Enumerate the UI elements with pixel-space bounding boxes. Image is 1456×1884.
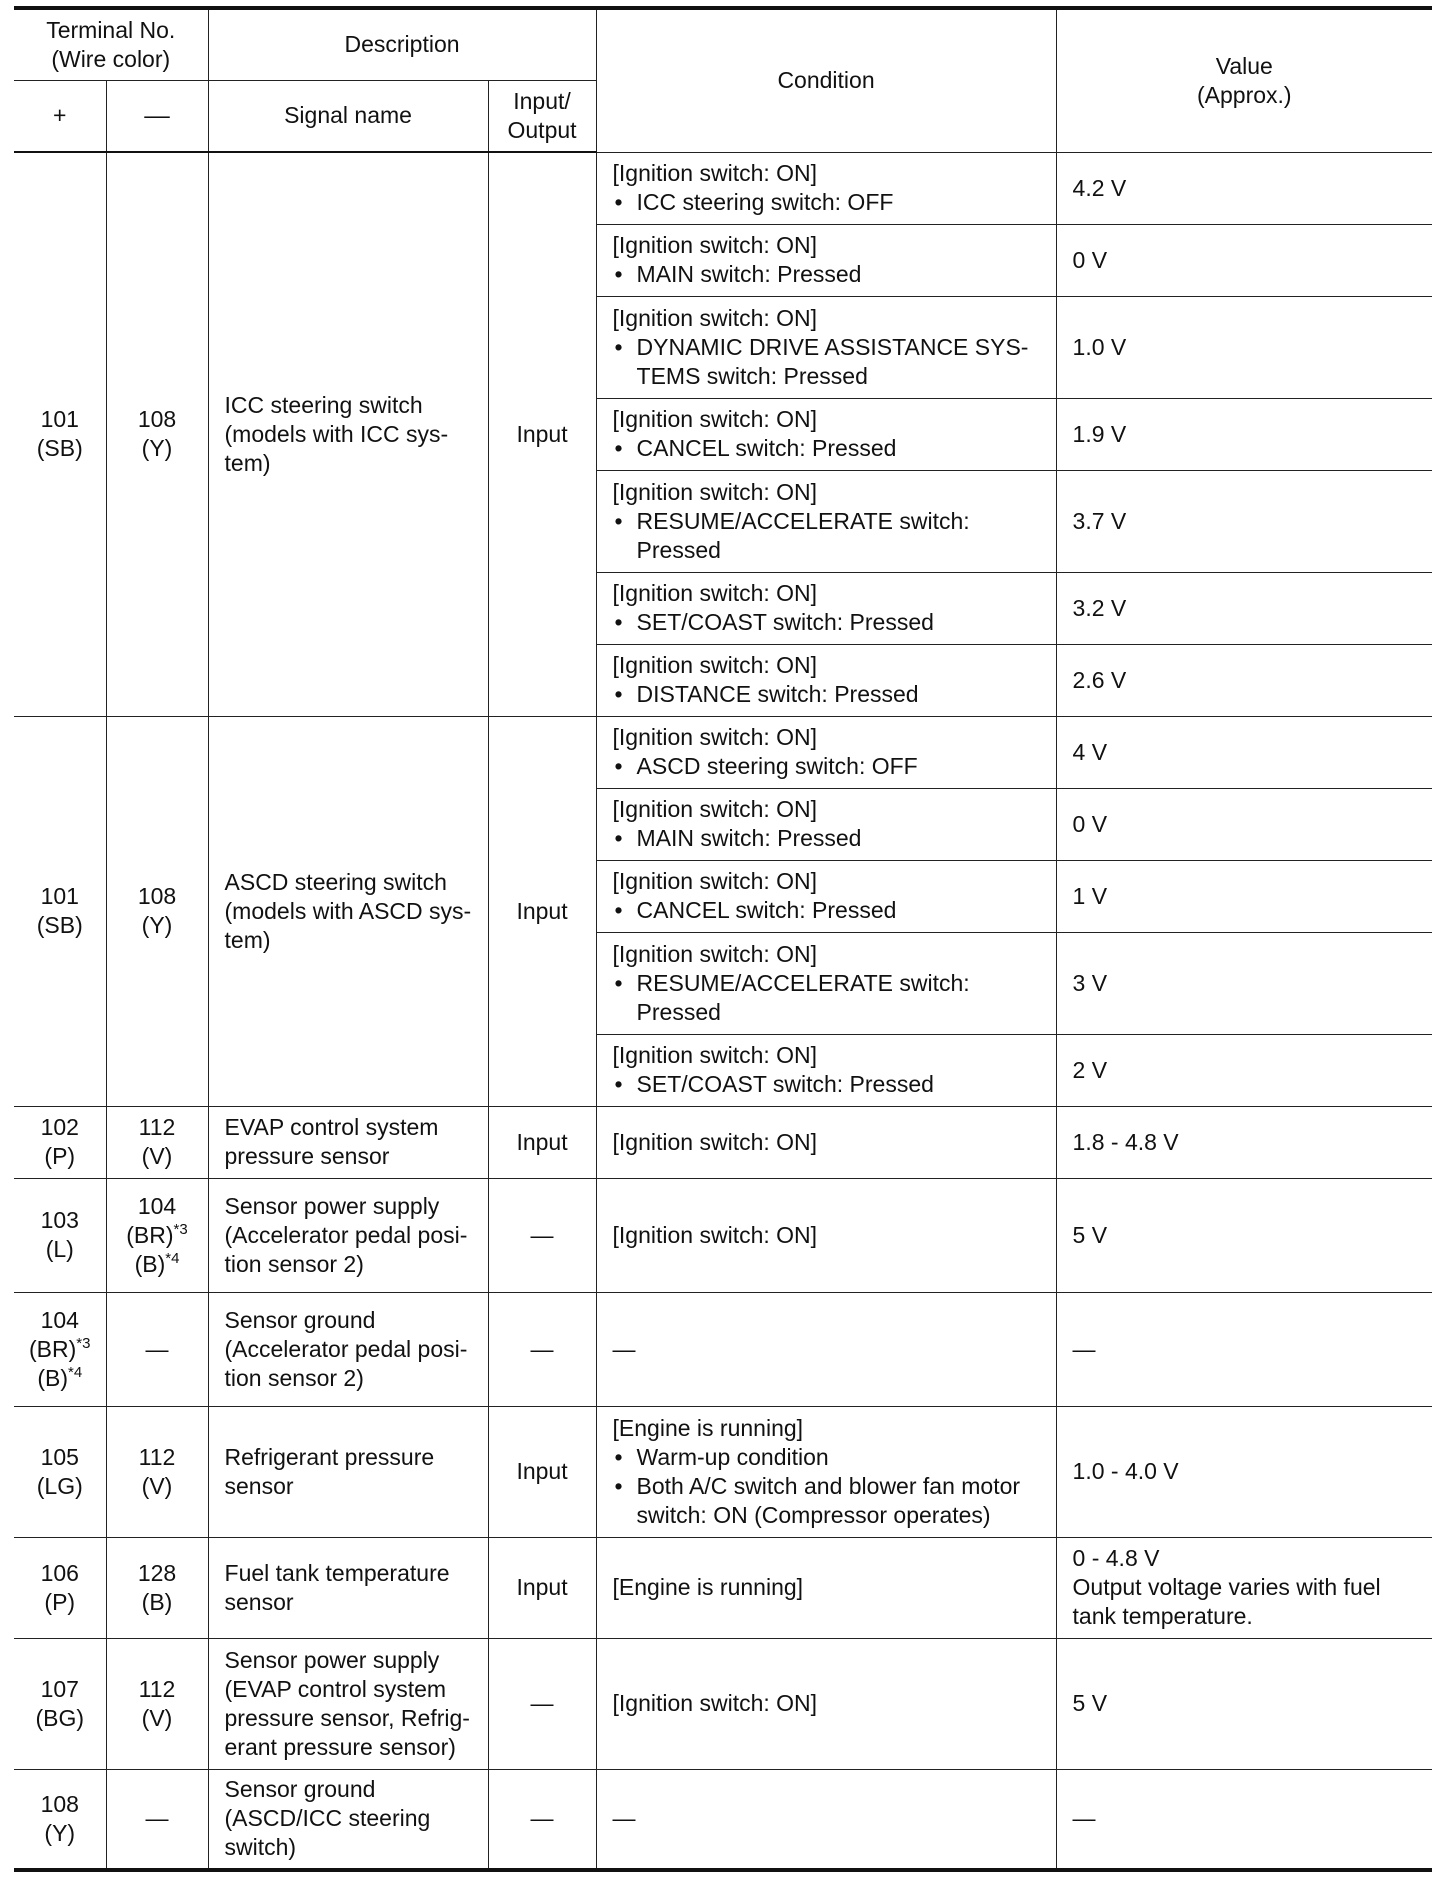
minus-terminal-cell xyxy=(106,716,208,1106)
value-text: 3.2 V xyxy=(1072,594,1127,621)
condition-text: [Ignition switch: ON] xyxy=(612,1128,818,1155)
io-header-output: Output xyxy=(507,116,577,143)
footnote-mark: *3 xyxy=(173,1220,188,1238)
condition-cell xyxy=(596,716,1056,788)
minus-terminal-text: (Y) xyxy=(141,435,173,462)
signal-name-text: tem) xyxy=(224,449,271,476)
condition-cell xyxy=(596,1638,1056,1769)
signal-name-text: sensor xyxy=(224,1588,294,1615)
value-text: 0 V xyxy=(1072,246,1108,273)
terminal-header-label: Terminal No. xyxy=(46,16,176,43)
condition-cell xyxy=(596,1406,1056,1537)
io-cell: Input xyxy=(488,1106,596,1178)
plus-terminal-text: 103 xyxy=(40,1207,79,1233)
description-header: Description xyxy=(208,8,596,80)
minus-terminal-text: (B) xyxy=(141,1588,173,1615)
io-cell: Input xyxy=(488,1406,596,1537)
plus-terminal-text: (P) xyxy=(44,1588,76,1615)
condition-cell xyxy=(596,1292,1056,1406)
condition-cell xyxy=(596,788,1056,860)
plus-terminal-text: (BG) xyxy=(35,1704,85,1731)
condition-header: Condition xyxy=(596,8,1056,152)
minus-terminal-text: (V) xyxy=(141,1704,173,1731)
condition-bullet: • SET/COAST switch: Pressed xyxy=(613,1070,1046,1099)
signal-name-cell xyxy=(208,1178,488,1292)
value-text: 3.7 V xyxy=(1072,507,1127,534)
minus-terminal-text: 104 xyxy=(137,1192,177,1219)
value-cell xyxy=(1056,932,1432,1034)
value-cell xyxy=(1056,1537,1432,1638)
condition-text: [Ignition switch: ON] xyxy=(612,652,818,678)
plus-terminal-text: 105 xyxy=(40,1443,79,1470)
value-text: 1.8 - 4.8 V xyxy=(1072,1128,1179,1155)
condition-cell xyxy=(596,1537,1056,1638)
value-cell xyxy=(1056,716,1432,788)
io-cell: — xyxy=(488,1292,596,1406)
condition-cell xyxy=(596,1769,1056,1870)
plus-terminal-text: (SB) xyxy=(36,912,83,938)
value-cell xyxy=(1056,1106,1432,1178)
condition-cell xyxy=(596,932,1056,1034)
condition-bullet: • RESUME/ACCELERATE switch: Pressed xyxy=(613,969,1046,1027)
value-text: 4.2 V xyxy=(1072,174,1127,201)
io-header-input: Input/ xyxy=(513,87,571,114)
signal-name-cell xyxy=(208,1106,488,1178)
condition-bullet: • DYNAMIC DRIVE ASSISTANCE SYS- TEMS switch: Pressed xyxy=(613,333,1046,391)
signal-name-text: sensor xyxy=(224,1472,294,1499)
condition-cell xyxy=(596,470,1056,572)
condition-text: [Ignition switch: ON] xyxy=(612,1042,818,1068)
value-cell xyxy=(1056,860,1432,932)
terminal-table xyxy=(14,6,1432,1872)
minus-terminal-text: 108 xyxy=(137,406,177,433)
value-text: 1 V xyxy=(1072,882,1108,909)
condition-cell xyxy=(596,644,1056,716)
signal-name-text: (ASCD/ICC steering xyxy=(224,1805,431,1832)
minus-terminal-text: 112 xyxy=(138,1114,176,1140)
condition-text: [Engine is running] xyxy=(612,1574,804,1600)
condition-text: [Ignition switch: ON] xyxy=(612,406,818,432)
signal-name-text: EVAP control system xyxy=(224,1114,439,1140)
plus-terminal-text: $(B)^{*4}$ xyxy=(37,1363,83,1391)
condition-bullet: • DISTANCE switch: Pressed xyxy=(613,680,1046,709)
minus-terminal-text: — xyxy=(145,1805,169,1832)
condition-bullet: • SET/COAST switch: Pressed xyxy=(613,608,1046,637)
minus-terminal-text: 112 xyxy=(138,1675,176,1702)
condition-text: [Ignition switch: ON] xyxy=(612,1221,818,1248)
table-row xyxy=(14,1638,1432,1769)
value-text: 4 V xyxy=(1072,738,1108,765)
io-cell: Input xyxy=(488,152,596,716)
plus-terminal-text: 106 xyxy=(40,1559,79,1586)
plus-terminal-cell xyxy=(14,1406,106,1537)
table-row xyxy=(14,1106,1432,1178)
condition-text: [Ignition switch: ON] xyxy=(612,796,818,822)
footnote-mark: *3 xyxy=(76,1334,91,1352)
signal-name-text: erant pressure sensor) xyxy=(224,1733,456,1760)
value-text: 3 V xyxy=(1072,969,1108,996)
condition-bullet: • MAIN switch: Pressed xyxy=(613,260,1046,289)
condition-text: [Ignition switch: ON] xyxy=(612,232,818,258)
minus-terminal-text: — xyxy=(145,1335,169,1362)
minus-terminal-cell xyxy=(106,1406,208,1537)
condition-text: [Ignition switch: ON] xyxy=(612,940,818,967)
signal-name-cell xyxy=(208,1406,488,1537)
plus-terminal-text: 101 xyxy=(40,406,79,433)
condition-bullet: • RESUME/ACCELERATE switch: Pressed xyxy=(613,507,1046,565)
condition-cell xyxy=(596,860,1056,932)
table-row xyxy=(14,1769,1432,1870)
condition-text: [Engine is running] xyxy=(612,1414,804,1441)
minus-terminal-cell xyxy=(106,1178,208,1292)
condition-text: [Ignition switch: ON] xyxy=(612,868,818,894)
signal-name-text: (Accelerator pedal posi- xyxy=(224,1335,468,1362)
signal-name-text: (models with ASCD sys- xyxy=(224,897,472,924)
signal-name-text: (EVAP control system xyxy=(224,1675,447,1702)
condition-cell xyxy=(596,1106,1056,1178)
plus-terminal-cell xyxy=(14,1292,106,1406)
value-text: 5 V xyxy=(1072,1690,1108,1716)
value-cell xyxy=(1056,1638,1432,1769)
minus-terminal-text: (V) xyxy=(141,1472,173,1499)
condition-bullet: • CANCEL switch: Pressed xyxy=(613,434,1046,463)
table-row xyxy=(14,1178,1432,1292)
plus-terminal-cell xyxy=(14,1638,106,1769)
condition-text: [Ignition switch: ON] xyxy=(612,580,818,606)
condition-text: — xyxy=(612,1335,636,1362)
condition-bullet: • CANCEL switch: Pressed xyxy=(613,896,1046,925)
signal-name-text: Refrigerant pressure xyxy=(224,1443,435,1470)
table-row xyxy=(14,1292,1432,1406)
condition-cell xyxy=(596,1034,1056,1106)
signal-name-cell xyxy=(208,1638,488,1769)
signal-name-text: Sensor power supply xyxy=(224,1192,440,1219)
value-text: — xyxy=(1072,1335,1096,1362)
value-cell xyxy=(1056,1178,1432,1292)
minus-terminal-cell xyxy=(106,1769,208,1870)
signal-name-cell xyxy=(208,152,488,716)
signal-name-cell xyxy=(208,1537,488,1638)
table-header xyxy=(14,8,1432,152)
minus-terminal-cell xyxy=(106,152,208,716)
minus-terminal-text: $(B)^{*4}$ xyxy=(134,1249,180,1277)
value-text: 2 V xyxy=(1072,1056,1108,1083)
plus-terminal-text: 107 xyxy=(40,1675,79,1702)
value-text: tank temperature. xyxy=(1072,1603,1253,1629)
condition-bullet: • ASCD steering switch: OFF xyxy=(613,752,1046,781)
plus-terminal-text: 101 xyxy=(40,883,79,909)
value-cell xyxy=(1056,152,1432,224)
condition-bullet: • ICC steering switch: OFF xyxy=(613,188,1046,217)
terminal-header xyxy=(14,8,208,80)
value-text: — xyxy=(1072,1805,1096,1832)
value-header-label: Value xyxy=(1215,52,1273,79)
plus-terminal-cell xyxy=(14,1106,106,1178)
io-cell: Input xyxy=(488,716,596,1106)
signal-name-text: tem) xyxy=(224,926,271,953)
value-cell xyxy=(1056,1292,1432,1406)
signal-name-text: switch) xyxy=(224,1834,297,1861)
condition-text: — xyxy=(612,1805,636,1832)
minus-terminal-text: (Y) xyxy=(141,912,173,938)
value-cell xyxy=(1056,224,1432,296)
plus-terminal-cell xyxy=(14,1537,106,1638)
condition-cell xyxy=(596,398,1056,470)
value-text: 1.0 - 4.0 V xyxy=(1072,1458,1179,1484)
value-cell xyxy=(1056,296,1432,398)
signal-name-cell xyxy=(208,716,488,1106)
condition-text: [Ignition switch: ON] xyxy=(612,478,818,505)
plus-terminal-text: 108 xyxy=(40,1790,79,1817)
signal-name-header: Signal name xyxy=(208,80,488,152)
condition-bullet: • MAIN switch: Pressed xyxy=(613,824,1046,853)
minus-terminal-text: (BR)$^{*3}$ xyxy=(126,1220,188,1248)
io-cell: — xyxy=(488,1769,596,1870)
value-text: 1.9 V xyxy=(1072,420,1127,447)
signal-name-cell xyxy=(208,1292,488,1406)
minus-header: –– xyxy=(106,80,208,152)
condition-text: [Ignition switch: ON] xyxy=(612,724,818,750)
signal-name-text: ICC steering switch xyxy=(224,391,423,418)
value-cell xyxy=(1056,1034,1432,1106)
condition-cell xyxy=(596,296,1056,398)
minus-terminal-text: 128 xyxy=(137,1559,177,1586)
condition-text: [Ignition switch: ON] xyxy=(612,1690,818,1716)
plus-header: + xyxy=(14,80,106,152)
signal-name-text: (Accelerator pedal posi- xyxy=(224,1221,468,1248)
value-cell xyxy=(1056,572,1432,644)
plus-terminal-text: (SB) xyxy=(36,435,83,462)
condition-text: [Ignition switch: ON] xyxy=(612,160,818,186)
wire-color-header-label: (Wire color) xyxy=(51,45,171,72)
signal-name-text: (models with ICC sys- xyxy=(224,420,449,447)
signal-name-text: Sensor power supply xyxy=(224,1646,440,1673)
table-row xyxy=(14,152,1432,224)
table-body xyxy=(14,152,1432,1870)
value-cell xyxy=(1056,1769,1432,1870)
condition-cell xyxy=(596,152,1056,224)
approx-header-label: (Approx.) xyxy=(1196,81,1292,108)
value-text: Output voltage varies with fuel xyxy=(1072,1574,1381,1600)
minus-terminal-cell xyxy=(106,1292,208,1406)
table-row xyxy=(14,716,1432,788)
value-cell xyxy=(1056,1406,1432,1537)
signal-name-text: pressure sensor, Refrig- xyxy=(224,1704,470,1731)
value-text: 0 - 4.8 V xyxy=(1072,1545,1160,1571)
value-header xyxy=(1056,8,1432,152)
minus-terminal-cell xyxy=(106,1106,208,1178)
condition-cell xyxy=(596,224,1056,296)
plus-terminal-text: (BR)$^{*3}$ xyxy=(29,1334,91,1362)
table-row xyxy=(14,1537,1432,1638)
minus-terminal-text: 108 xyxy=(137,883,177,909)
value-text: 5 V xyxy=(1072,1221,1108,1248)
plus-terminal-text: (LG) xyxy=(36,1472,83,1499)
footnote-mark: *4 xyxy=(165,1249,180,1267)
value-cell xyxy=(1056,470,1432,572)
plus-terminal-text: 102 xyxy=(40,1114,79,1140)
value-text: 0 V xyxy=(1072,810,1108,837)
plus-terminal-cell xyxy=(14,152,106,716)
signal-name-text: tion sensor 2) xyxy=(224,1364,364,1391)
footnote-mark: *4 xyxy=(67,1363,83,1381)
io-cell: — xyxy=(488,1178,596,1292)
condition-bullet: • Both A/C switch and blower fan motor switch: ON (Compressor operates) xyxy=(613,1472,1046,1530)
value-cell xyxy=(1056,788,1432,860)
signal-name-cell xyxy=(208,1769,488,1870)
minus-terminal-cell xyxy=(106,1638,208,1769)
plus-terminal-cell xyxy=(14,1178,106,1292)
value-cell xyxy=(1056,398,1432,470)
signal-name-text: Sensor ground xyxy=(224,1776,376,1803)
value-text: 1.0 V xyxy=(1072,333,1127,360)
plus-terminal-text: (L) xyxy=(45,1236,74,1262)
signal-name-text: Sensor ground xyxy=(224,1306,376,1333)
minus-terminal-text: (V) xyxy=(141,1143,173,1169)
plus-terminal-cell xyxy=(14,1769,106,1870)
value-text: 2.6 V xyxy=(1072,666,1127,693)
minus-terminal-cell xyxy=(106,1537,208,1638)
io-cell: — xyxy=(488,1638,596,1769)
signal-name-text: ASCD steering switch xyxy=(224,868,447,895)
io-cell: Input xyxy=(488,1537,596,1638)
plus-terminal-text: (Y) xyxy=(44,1819,76,1846)
io-header xyxy=(488,80,596,152)
condition-cell xyxy=(596,1178,1056,1292)
condition-cell xyxy=(596,572,1056,644)
plus-terminal-cell xyxy=(14,716,106,1106)
value-cell xyxy=(1056,644,1432,716)
table-row xyxy=(14,1406,1432,1537)
condition-bullet: • Warm-up condition xyxy=(613,1443,1046,1472)
plus-terminal-text: (P) xyxy=(44,1143,76,1169)
condition-text: [Ignition switch: ON] xyxy=(612,304,818,331)
signal-name-text: tion sensor 2) xyxy=(224,1250,364,1277)
minus-terminal-text: 112 xyxy=(138,1443,176,1470)
signal-name-text: pressure sensor xyxy=(224,1143,390,1169)
signal-name-text: Fuel tank temperature xyxy=(224,1559,450,1586)
plus-terminal-text: 104 xyxy=(40,1306,79,1333)
